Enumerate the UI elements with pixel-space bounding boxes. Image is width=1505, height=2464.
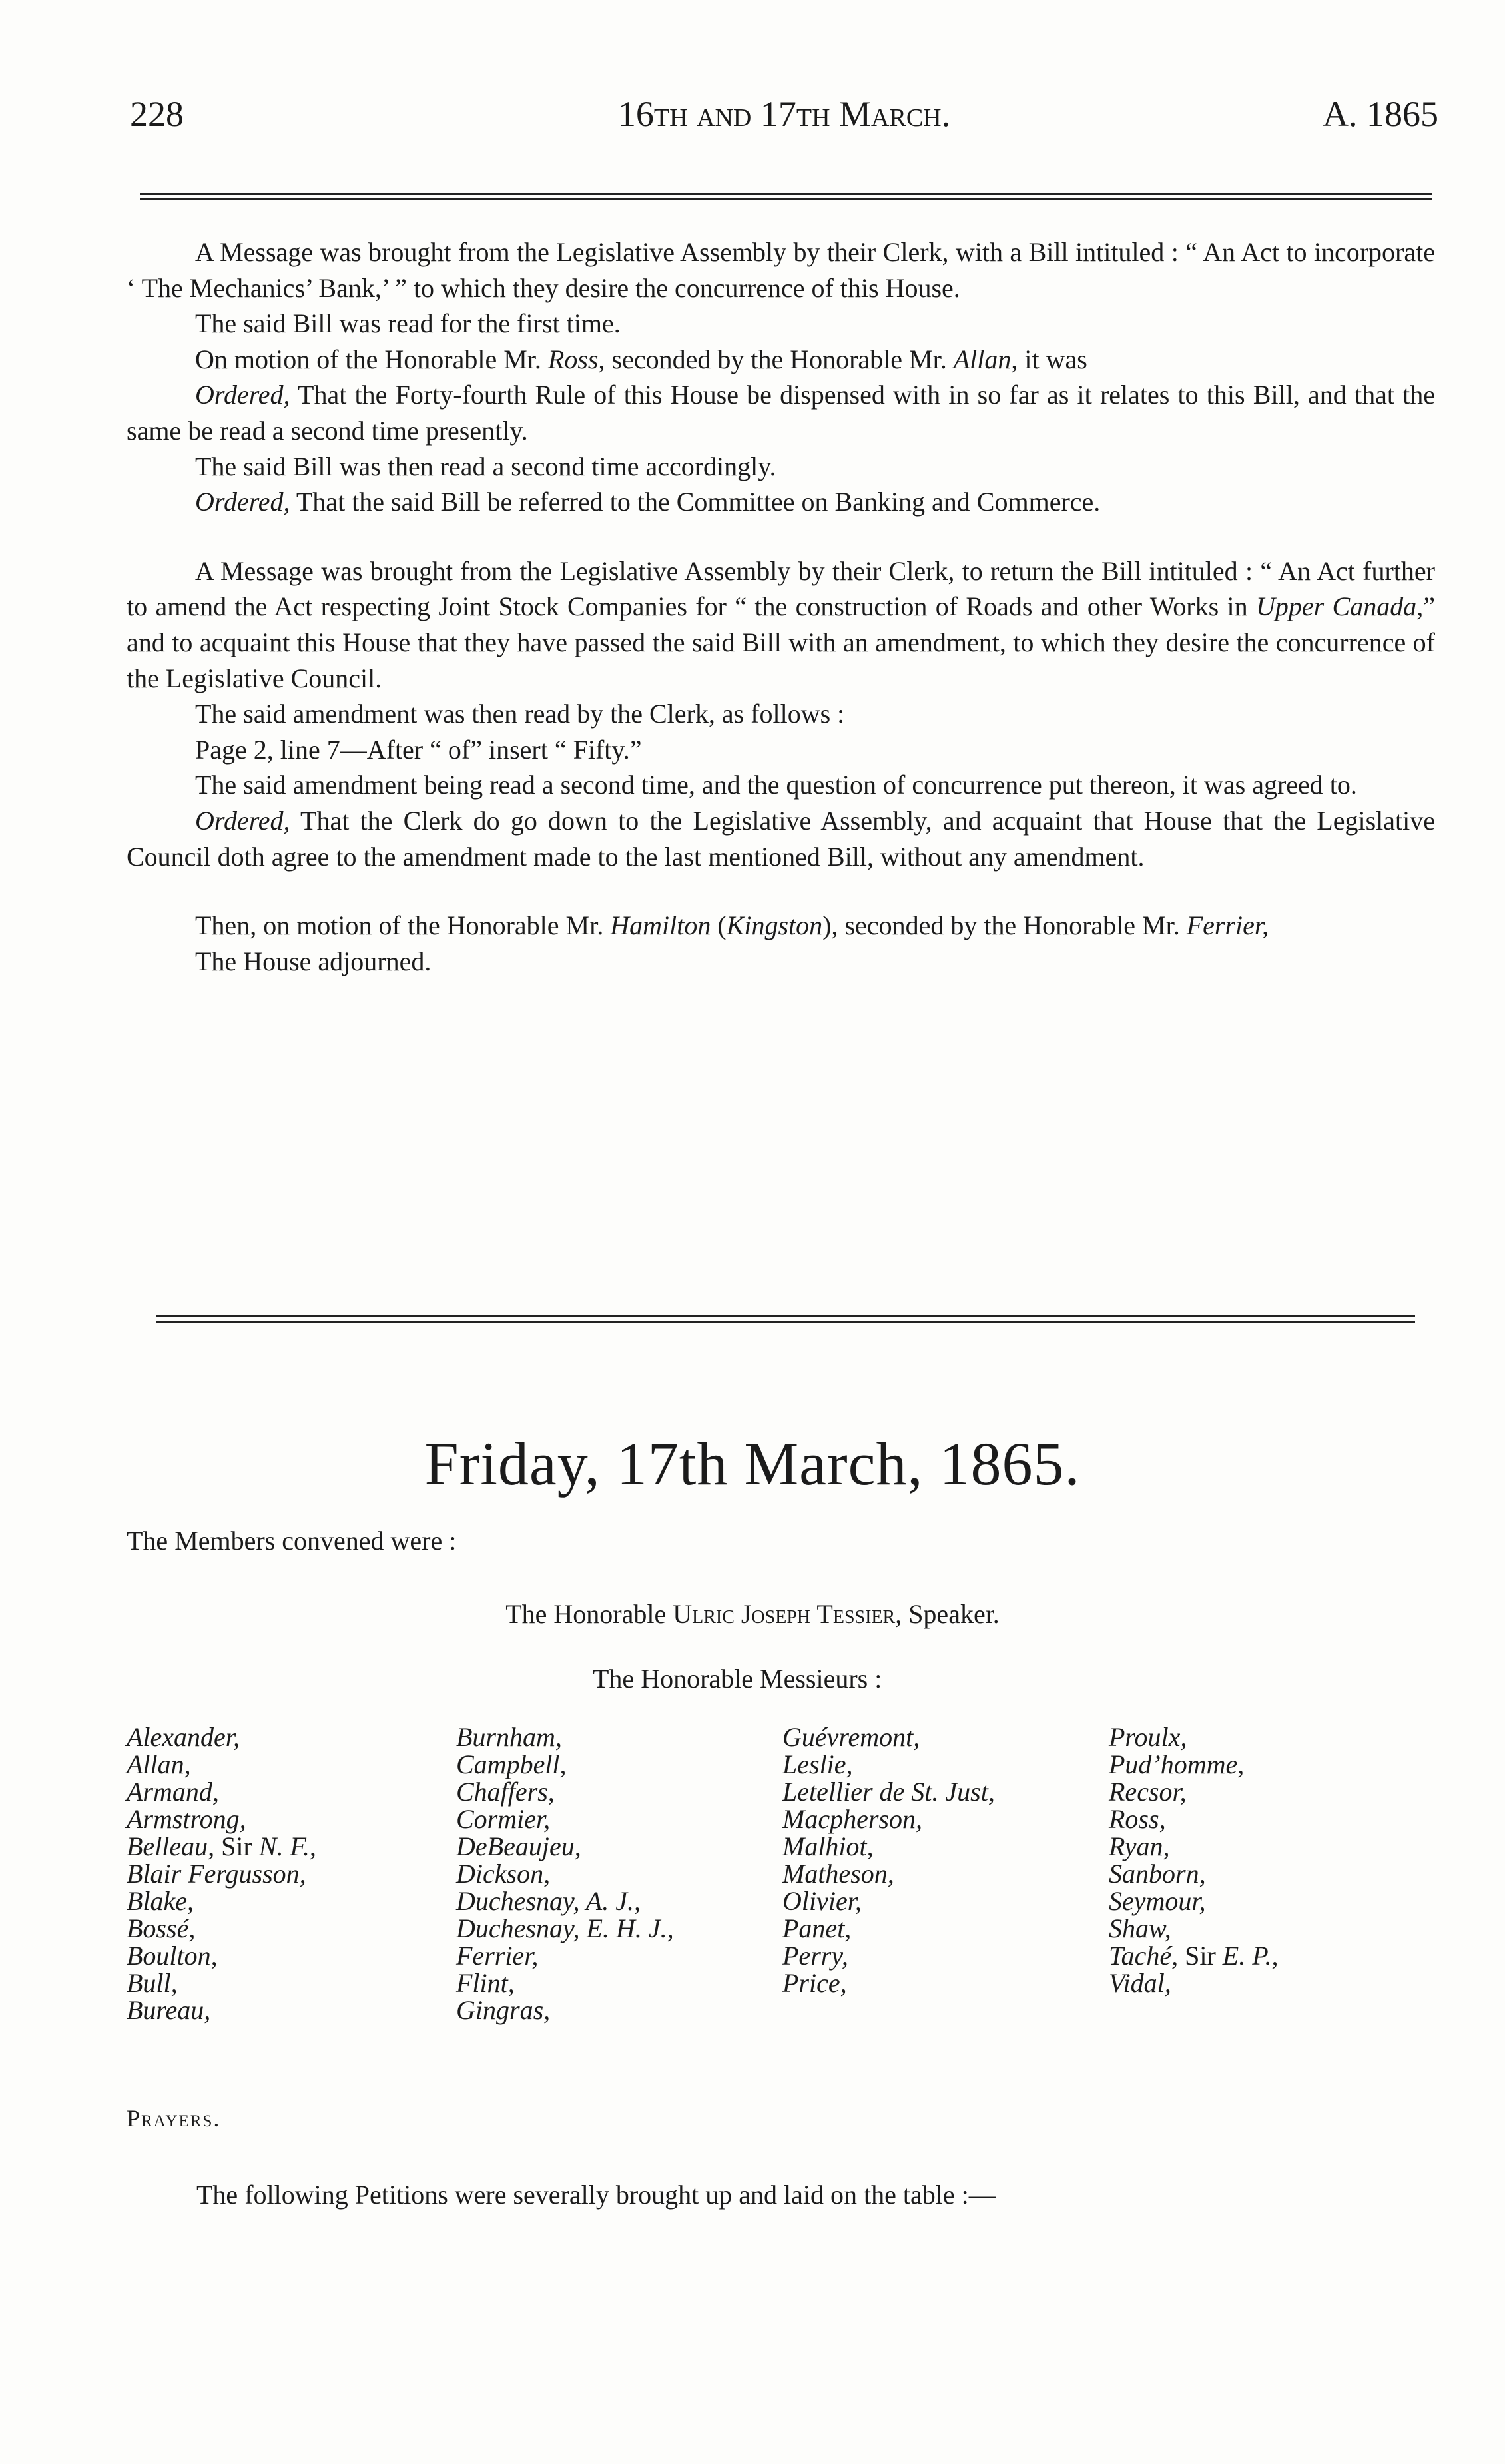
header-rule bbox=[140, 193, 1432, 200]
paragraph: The said amendment was then read by the Clerk, as follows : bbox=[195, 699, 845, 729]
member-name: Leslie, bbox=[782, 1749, 853, 1779]
paragraph: Ordered, That the Clerk do go down to the Legislative Assembly, and acquaint that House that the Legislative Council doth agree to the amendment made to the last mentioned Bill, without any amendment. bbox=[127, 805, 1435, 872]
member-name: Ross, bbox=[1109, 1804, 1166, 1834]
member-name: Campbell, bbox=[456, 1749, 567, 1779]
paragraph: Ordered, That the Forty-fourth Rule of this House be dispensed with in so far as it relates to this Bill, and that the same be read a second time presently. bbox=[127, 380, 1435, 446]
member-name: Alexander, bbox=[127, 1722, 240, 1752]
member-name: Duchesnay, A. J., bbox=[456, 1886, 641, 1916]
member-name: Bull, bbox=[127, 1968, 178, 1998]
member-name: Matheson, bbox=[782, 1859, 894, 1889]
member-name: Proulx, bbox=[1109, 1722, 1187, 1752]
paragraph: The House adjourned. bbox=[195, 946, 432, 976]
members-column bbox=[456, 1723, 674, 2024]
paragraph: Then, on motion of the Honorable Mr. Hamilton (Kingston), seconded by the Honorable Mr. Ferrier, bbox=[195, 910, 1269, 941]
paragraph: The said Bill was then read a second time accordingly. bbox=[195, 451, 776, 481]
session-year: A. 1865 bbox=[1323, 94, 1438, 134]
section-divider bbox=[156, 1315, 1415, 1323]
member-name: Pud’homme, bbox=[1109, 1749, 1245, 1779]
member-name: Ryan, bbox=[1109, 1831, 1170, 1861]
members-column bbox=[127, 1723, 316, 2024]
member-name: Chaffers, bbox=[456, 1777, 555, 1807]
member-name: Panet, bbox=[782, 1913, 852, 1943]
petitions-line: The following Petitions were severally brought up and laid on the table :— bbox=[196, 2180, 996, 2210]
running-title: 16th and 17th March. bbox=[617, 94, 951, 134]
member-name: Bossé, bbox=[127, 1913, 196, 1943]
member-name: Seymour, bbox=[1109, 1886, 1206, 1916]
member-name: Armand, bbox=[127, 1777, 219, 1807]
member-name: Recsor, bbox=[1109, 1777, 1187, 1807]
member-name: Blair Fergusson, bbox=[127, 1859, 306, 1889]
member-name: Letellier de St. Just, bbox=[782, 1777, 995, 1807]
member-name: Armstrong, bbox=[127, 1804, 246, 1834]
member-name: Guévremont, bbox=[782, 1722, 920, 1752]
member-name: Perry, bbox=[782, 1941, 848, 1971]
member-name: Bureau, bbox=[127, 1995, 211, 2025]
member-name: Taché, Sir E. P., bbox=[1109, 1941, 1279, 1971]
paragraph: On motion of the Honorable Mr. Ross, seconded by the Honorable Mr. Allan, it was bbox=[195, 344, 1087, 374]
member-name: Sanborn, bbox=[1109, 1859, 1206, 1889]
member-name: Macpherson, bbox=[782, 1804, 922, 1834]
paragraph: Ordered, That the said Bill be referred to the Committee on Banking and Commerce. bbox=[195, 487, 1101, 517]
member-name: Cormier, bbox=[456, 1804, 551, 1834]
speaker-line: The Honorable Ulric Joseph Tessier, Speaker. bbox=[505, 1599, 1000, 1629]
paragraph: Page 2, line 7—After “ of” insert “ Fifty.” bbox=[195, 734, 642, 765]
page-number: 228 bbox=[130, 94, 184, 134]
members-intro: The Members convened were : bbox=[127, 1526, 457, 1556]
member-name: Price, bbox=[782, 1968, 847, 1998]
member-name: Flint, bbox=[456, 1968, 515, 1998]
proceedings-text bbox=[127, 234, 1435, 979]
member-name: Gingras, bbox=[456, 1995, 551, 2025]
paragraph: A Message was brought from the Legislative Assembly by their Clerk, to return the Bill intituled : “ An Act further to amend the Act respecting Joint Stock Companies for “ the construction of Roads and other Works in Upper Canada,” and to acquaint this House that they have passed the said Bill with an amendment, to which they desire the concurrence of the Legislative Council. bbox=[127, 555, 1435, 693]
member-name: Belleau, Sir N. F., bbox=[127, 1831, 316, 1861]
prayers-heading: Prayers. bbox=[127, 2105, 221, 2132]
messieurs-line: The Honorable Messieurs : bbox=[593, 1664, 882, 1694]
day-heading: Friday, 17th March, 1865. bbox=[424, 1430, 1081, 1498]
member-name: Allan, bbox=[127, 1749, 191, 1779]
members-column bbox=[782, 1723, 995, 1997]
member-name: DeBeaujeu, bbox=[456, 1831, 581, 1861]
member-name: Vidal, bbox=[1109, 1968, 1171, 1998]
member-name: Blake, bbox=[127, 1886, 194, 1916]
member-name: Olivier, bbox=[782, 1886, 862, 1916]
member-name: Dickson, bbox=[456, 1859, 551, 1889]
members-column bbox=[1109, 1723, 1279, 1997]
paragraph: The said amendment being read a second time, and the question of concurrence put thereon, it was agreed to. bbox=[195, 770, 1357, 800]
member-name: Duchesnay, E. H. J., bbox=[456, 1913, 674, 1943]
member-name: Burnham, bbox=[456, 1722, 562, 1752]
member-name: Boulton, bbox=[127, 1941, 218, 1971]
member-name: Ferrier, bbox=[456, 1941, 539, 1971]
member-name: Malhiot, bbox=[782, 1831, 874, 1861]
running-head bbox=[130, 93, 1438, 147]
paragraph: A Message was brought from the Legislative Assembly by their Clerk, with a Bill intituled : “ An Act to incorporate ‘ The Mechanics’ Bank,’ ” to which they desire the concurrence of this House. bbox=[127, 237, 1435, 303]
member-name: Shaw, bbox=[1109, 1913, 1171, 1943]
paragraph: The said Bill was read for the first time. bbox=[195, 308, 621, 339]
